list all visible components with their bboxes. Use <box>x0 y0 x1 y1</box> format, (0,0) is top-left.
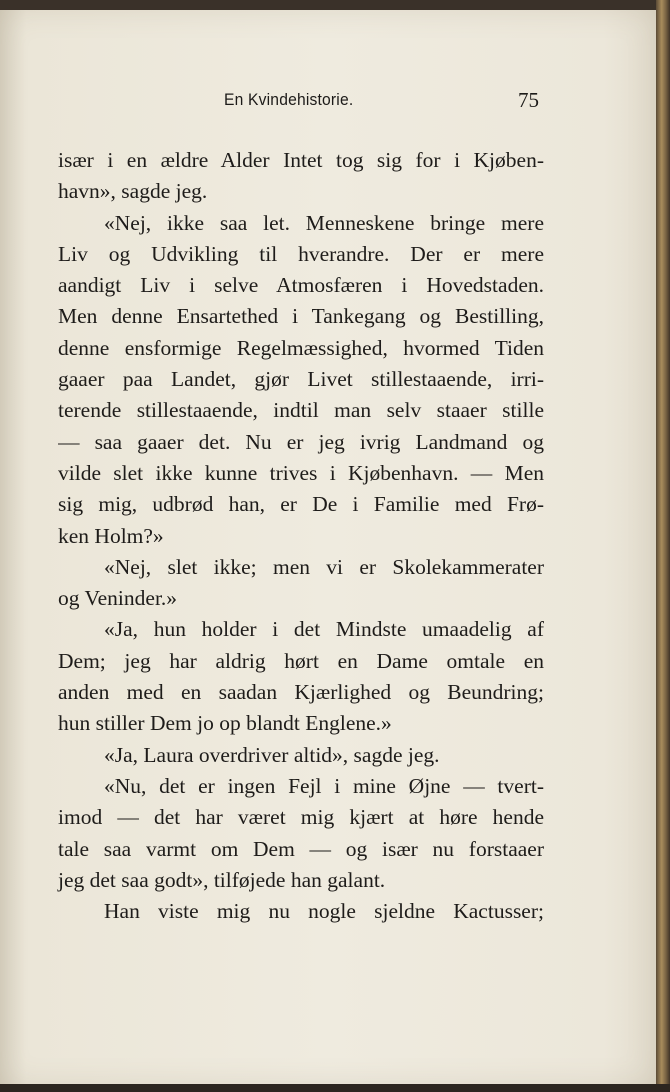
text-line: «Nu, det er ingen Fejl i mine Øjne — tvert- <box>104 773 544 798</box>
text-line: — saa gaaer det. Nu er jeg ivrig Landmand og <box>58 429 544 454</box>
text-line: ken Holm?» <box>58 523 164 548</box>
running-title: En Kvindehistorie. <box>224 90 354 109</box>
text-line: denne ensformige Regelmæssighed, hvormed Tiden <box>58 335 544 360</box>
page-bottom-edge <box>0 1084 670 1092</box>
text-line: sig mig, udbrød han, er De i Familie med Frø- <box>58 492 544 517</box>
text-line: vilde slet ikke kunne trives i Kjøbenhavn. — Men <box>58 460 544 485</box>
text-line: Men denne Ensartethed i Tankegang og Bestilling, <box>58 304 544 329</box>
text-line: Liv og Udvikling til hverandre. Der er mere <box>58 241 544 266</box>
text-line: jeg det saa godt», tilføjede han galant. <box>58 867 386 892</box>
page-number: 75 <box>518 88 539 112</box>
text-line: «Ja, hun holder i det Mindste umaadelig af <box>104 617 544 642</box>
text-line: imod — det har været mig kjært at høre hende <box>58 805 544 830</box>
text-line: aandigt Liv i selve Atmosfæren i Hovedstaden. <box>58 273 544 298</box>
text-line: og Veninder.» <box>58 586 178 611</box>
text-line: tale saa varmt om Dem — og især nu forstaaer <box>58 836 544 861</box>
text-line: Han viste mig nu nogle sjeldne Kactusser; <box>104 899 544 924</box>
text-line: terende stillestaaende, indtil man selv staaer stille <box>58 398 544 423</box>
text-line: «Nej, ikke saa let. Menneskene bringe mere <box>104 210 544 235</box>
body-text <box>58 145 544 927</box>
text-line: hun stiller Dem jo op blandt Englene.» <box>58 711 392 736</box>
text-line: især i en ældre Alder Intet tog sig for i Kjøben- <box>58 148 544 172</box>
text-line: «Ja, Laura overdriver altid», sagde jeg. <box>104 742 440 767</box>
text-line: «Nej, slet ikke; men vi er Skolekammerater <box>104 554 544 579</box>
text-line: anden med en saadan Kjærlighed og Beundring; <box>58 680 544 705</box>
book-spine-edge <box>656 0 670 1092</box>
text-line: havn», sagde jeg. <box>58 179 208 204</box>
page-header <box>0 88 656 118</box>
text-line: gaaer paa Landet, gjør Livet stillestaaende, irri- <box>58 367 544 392</box>
text-line: Dem; jeg har aldrig hørt en Dame omtale en <box>58 648 544 673</box>
